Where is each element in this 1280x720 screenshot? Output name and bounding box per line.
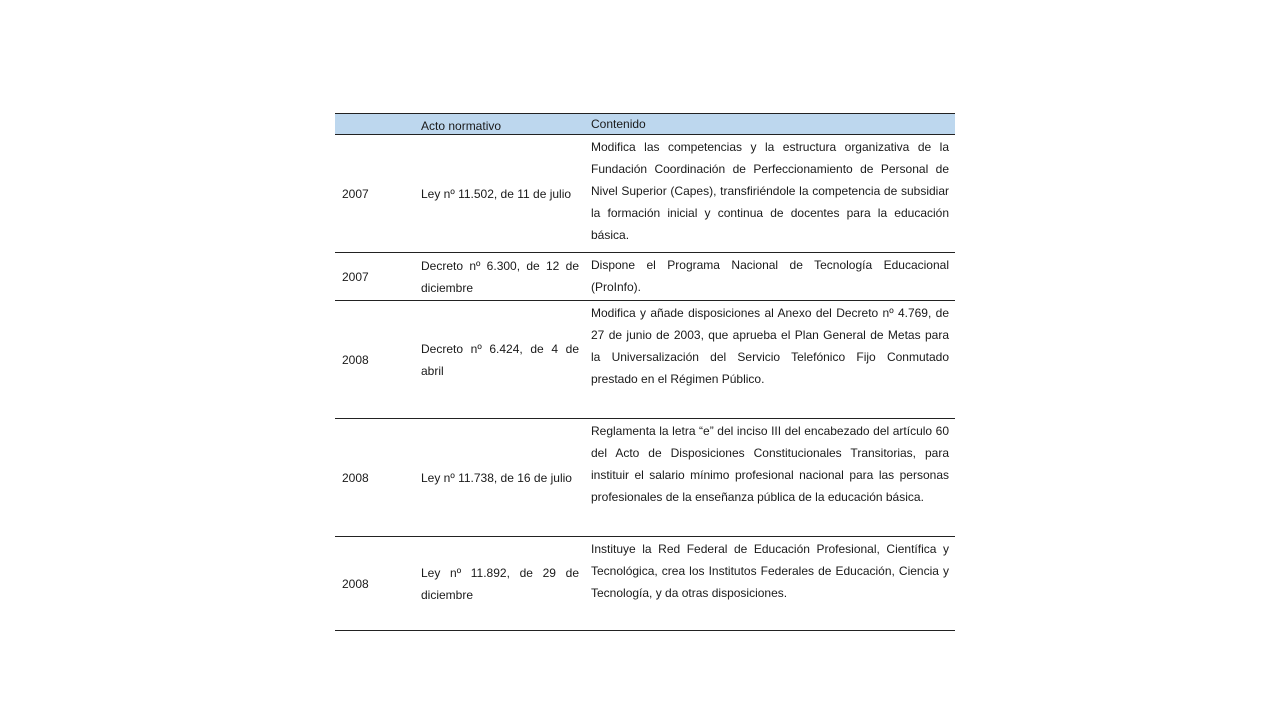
table-row [335,253,955,301]
row-act: Ley nº 11.738, de 16 de julio [415,419,585,537]
row-year: 2008 [335,301,415,419]
row-content: Modifica las competencias y la estructura organizativa de la Fundación Coordinación de Perfeccionamiento de Personal de Nivel Superior (Capes), transfiriéndole la competencia de subsidiar la formación inicial y continua de docentes para la educación básica. [585,135,955,253]
table-row [335,301,955,419]
row-content: Reglamenta la letra “e” del inciso III del encabezado del artículo 60 del Acto de Disposiciones Constitucionales Transitorias, para instituir el salario mínimo profesional nacional para las personas profesionales de la enseñanza pública de la educación básica. [585,419,955,537]
row-act: Ley nº 11.502, de 11 de julio [415,135,585,253]
table-row [335,135,955,253]
row-year: 2008 [335,537,415,631]
row-act: Decreto nº 6.424, de 4 de abril [415,301,585,419]
header-row [335,114,955,135]
row-year: 2007 [335,135,415,253]
table-header [335,114,955,135]
table-row [335,419,955,537]
table-row [335,537,955,631]
header-content: Contenido [585,114,955,135]
row-year: 2007 [335,253,415,301]
row-content: Instituye la Red Federal de Educación Profesional, Científica y Tecnológica, crea los Institutos Federales de Educación, Ciencia y Tecnología, y da otras disposiciones. [585,537,955,631]
row-year: 2008 [335,419,415,537]
legal-acts-table [335,113,955,631]
row-content: Dispone el Programa Nacional de Tecnología Educacional (ProInfo). [585,253,955,301]
row-act: Ley nº 11.892, de 29 de diciembre [415,537,585,631]
header-year [335,114,415,135]
header-act: Acto normativo [415,114,585,135]
row-content: Modifica y añade disposiciones al Anexo del Decreto nº 4.769, de 27 de junio de 2003, que aprueba el Plan General de Metas para la Universalización del Servicio Telefónico Fijo Conmutado prestado en el Régimen Público. [585,301,955,419]
row-act: Decreto nº 6.300, de 12 de diciembre [415,253,585,301]
table-body [335,135,955,631]
